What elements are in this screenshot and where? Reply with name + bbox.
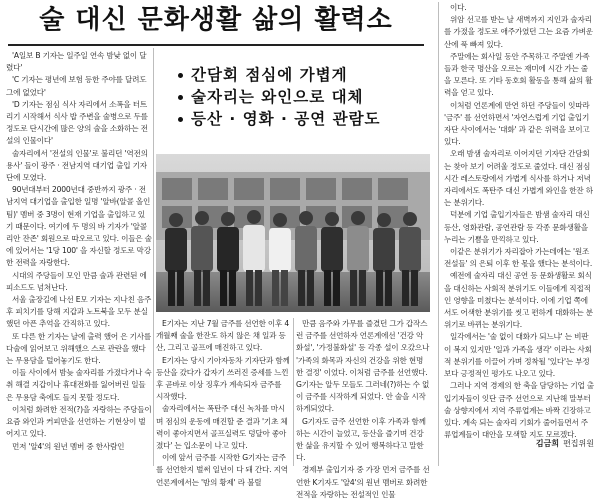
paragraph: G기자도 금주 선언한 이후 가족과 함께 하는 시간이 늘었고, 등산을 즐기며 건강한 삶을 유지할 수 있어 행복하다고 말한다. [296,416,426,463]
column-divider [153,48,154,466]
paragraph: E기자는 지난 7월 금주를 선언한 이후 4개월째 술을 한잔도 하지 않은 채 일과 등산, 그리고 골프에 매진하고 있다. [156,319,290,353]
bullet-icon [178,95,183,100]
paragraph: 'A일보 B 기자는 일주일 연속 밤낮 없이 달렸다' [6,51,147,73]
paragraph: 그러나 지역 경제의 한 축을 담당하는 기업 출입기자들이 잇단 금주 선언으로 지난해 말부터 술 상향지에서 지역 주류업계는 바짝 긴장하고 있다. 계속 되는 술자리 기회가 줄어들면서 주류업계들이 대안을 모색할 지도 모르겠다. [444,381,594,440]
column-left [6,50,152,466]
paragraph: 예전에 술자리 대신 공연 등 문화생활로 회식을 대신하는 사회적 분위기도 이들에게 직접적인 영향을 미쳤다는 분석이다. 이에 기업 쪽에서도 어색한 분위기를 씻고 편하게 대화하는 분위기로 바뀌는 분위기다. [444,271,593,330]
headline: 술 대신 문화생활 삶의 활력소 [39,5,393,35]
column-mid-1 [156,318,290,487]
paragraph: 먼저 '알4'의 원년 멤버 중 한사람인 [12,441,125,451]
paragraph: 이들 사이에서 밤늦 술자리를 가졌다거나 숙취 해결 지갑이나 휴대전화를 잃어버린 일들은 무용담 축에도 들지 못할 정도다. [6,368,152,402]
paragraph: 90년대부터 2000년대 중반까지 광주 · 전남지역 대기업을 출입한 일명 '알바(알콜 올인팀)' 멤버 중 3명이 현재 기업을 출입하고 있기 때문이다. 여기에 두 명의 바 기자가 '알콜리안 잔존' 회원으로 따오르고 있다. 이들은 술에 있어서는 '1당 100' 을 자신할 정도로 막강한 전력을 자랑한다. [6,185,152,268]
column-mid-2 [296,318,430,499]
paragraph: 이다. [450,3,467,12]
paragraph: 위암 선고를 받는 날 새벽까지 지인과 술자리를 가졌을 정도로 애주가였던 그는 요즘 가벼운 산에 푹 빠져 있다. [444,15,593,49]
group-photo [156,154,430,312]
deck-line-2 [178,86,418,108]
deck-text-1: 간담회 점심에 가볍게 [191,66,348,84]
deck-text-2: 술자리는 와인으로 대체 [191,88,364,106]
paragraph: 이처럼 화려한 전적(?)을 자랑하는 주당들이 요즘 와인과 커피만을 선언하는 기현상이 벌어지고 있다. [6,404,152,439]
column-divider [293,318,294,466]
paragraph: 경제부 출입기자 중 가장 먼저 금주를 선언한 K기자도 '알4'의 원년 멤버로 화려한 전적을 자랑하는 전설적인 인물 [296,465,430,499]
paragraph: 술자리에서 '전설의 인물'로 불리던 '역전의 용사' 들이 광주 · 전남지역 대기업 출입 기자단에 모였다. [6,148,148,183]
byline-author: 김금희 [535,438,560,448]
paragraph: 이에 앞서 금주를 시작한 G기자는 금주를 선언한지 벌써 일년이 다 돼 간다. 지역 언론계에서는 '밤의 황제' 라 불릴 [156,453,288,487]
paragraph: E기자는 당시 기아자동차 기자단과 함께 등산을 갔다가 갑자기 쓰러진 증세를 느낀 후 곧바로 이상 징후가 계속되자 금주를 시작했다. [156,355,290,402]
paragraph: 덕분에 기업 출입기자들은 밤샘 술자리 대신 등산, 영화관람, 공연관람 등 각종 문화생활을 누리는 기쁨을 만끽하고 있다. [444,210,590,244]
column-divider [438,2,439,466]
byline [444,436,594,450]
deck-line-3 [178,108,418,130]
headline-rule [8,44,424,46]
byline-role: 편집위원 [563,438,594,448]
deck-line-1 [178,64,418,86]
bullet-icon [178,73,183,78]
paragraph: 일각에서는 '술 없이 대화가 되느냐' 는 비판이 복지 있지만 '일과 가족을 생각' 이라는 사회적 분위기를 이끌어 가며 정착될 '있다'는 부정보다 긍정적인 평가도 나오고 있다. [444,332,592,379]
paragraph: 주말에는 회사일 동안 주목하고 주말엔 가족들과 한국 명산을 오르는 재미에 시간 가는 줄을 모른다. 또 기타 동호회 활동을 통해 삶의 활력을 얻고 있다. [444,51,593,98]
paragraph: 술자리에서는 폭탄주 대신 녹차를 마시며 점심의 운동에 매진할 준 결과 '기초 체력이 좋아지면서 골프실력도 덩달아 좋아졌다' 는 입소문이 나고 있다. [156,404,288,451]
paragraph: 시대의 주당들이 모인 만큼 술과 관련된 에피소드도 넘쳐난다. [6,270,147,292]
group-photo-image [156,154,430,312]
paragraph: 이처럼 언론계에 만연 하던 주당들이 잇따라 '금주' 를 선언하면서 '자연스럽게 기업 출입기자단 사이에서는 '대화' 과 같은 위력을 보이고 있다. [444,100,590,147]
paragraph: 'C 기자는 평년에 보험 등한 주야를 달려도 그에 없었다' [6,75,147,97]
deck-text-3: 등산 · 영화 · 공연 관람도 [191,110,381,128]
column-right [444,2,594,440]
paragraph: 서울 출장길에 나선 E모 기자는 지나친 음주 후 피치기를 당해 지갑과 노트북을 모두 분실했던 아픈 추억을 간직하고 있다. [6,295,152,329]
paragraph: 또 다른 한 기자는 날에 출력 했어 은 기사를 다술에 읽어보고 위해했으 스로 관란을 했다는 무용담을 털어놓기도 한다. [6,331,152,366]
paragraph: 만큼 음주와 가무를 즐겼던 그가 갑작스런 금주를 선언하자 언론계에선 '건강 악화설', '가정불화설' 등 각종 설이 오갔으나 '가족의 화목과 자신의 건강을 위한 현명한 결정' 이었다. 이처럼 금주를 선언했다. G기자는 알두 모들도 그러네(?)하는 수 없이 금주를 시작하게 되었다. 안 술을 시작하게되었다. [296,319,430,414]
paragraph: 이같은 분위기가 자리잡아 가는데에는 '원조 전설들' 의 은퇴 이후 한 몫을 했다는 분석이다. [444,247,593,269]
deck [178,64,418,130]
paragraph: 오래 밤샘 술자리로 이어지던 기자단 간담회는 찾아 보기 어려울 정도로 줄었다. 대신 점심시간 레스토랑에서 가볍게 식사를 하거나 저녁 자리에서도 폭탄주 대신 가볍게 와인을 한잔 하는 분위기다. [444,149,593,208]
bullet-icon [178,117,183,122]
paragraph: 'D 기자는 점심 식사 자리에서 소폭을 터트리기 시작해서 식사 밥 주변을 술병으로 두를 정도로 단시간에 많은 양의 술을 소화하는 전설의 인물이다' [6,99,148,146]
